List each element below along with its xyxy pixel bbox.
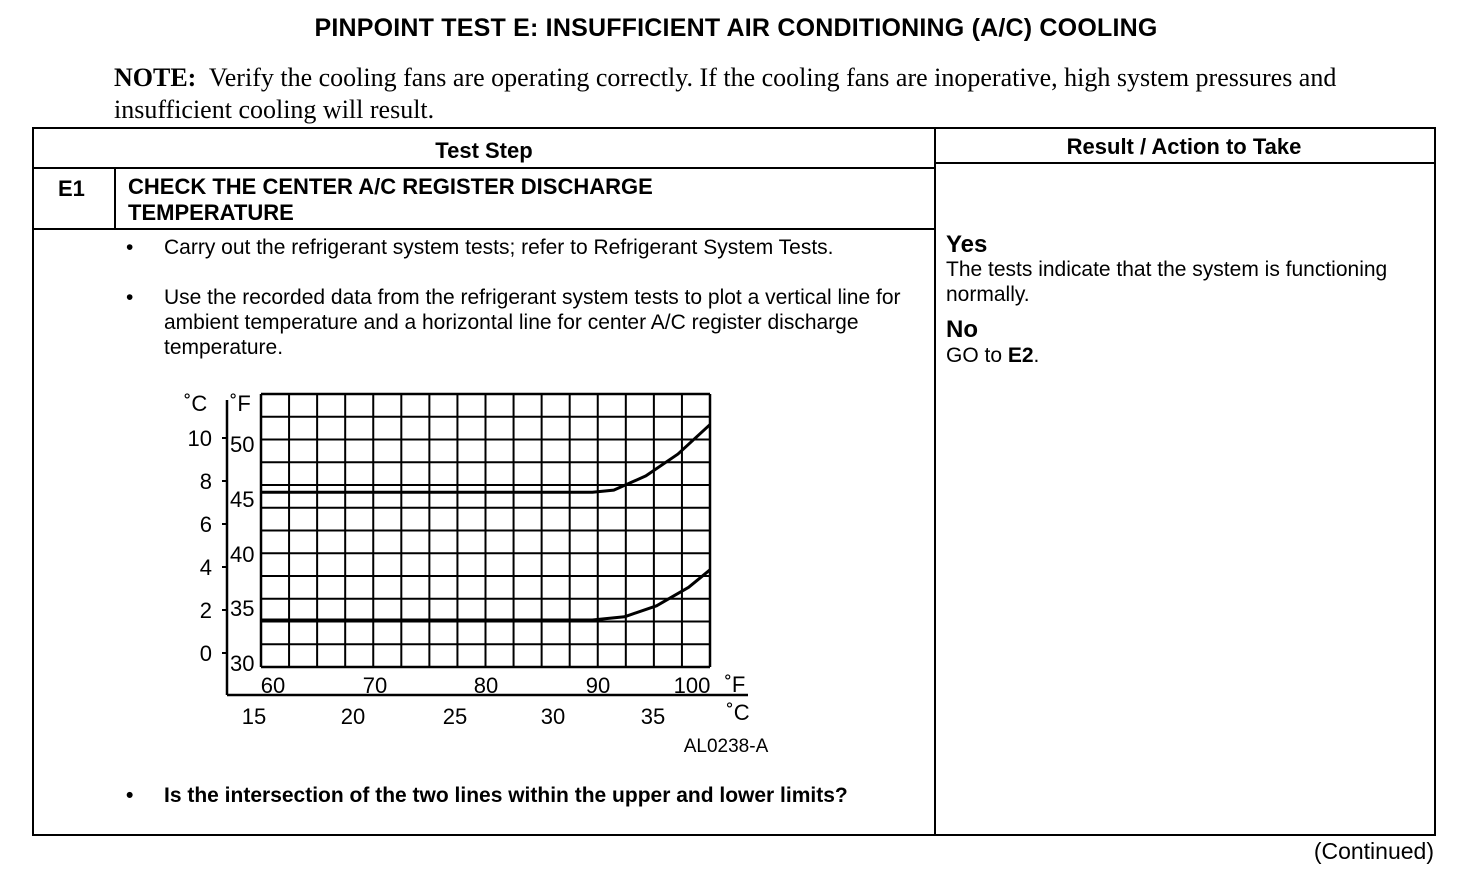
- x-tick-celsius: 35: [640, 704, 666, 729]
- bullet-dot: •: [126, 286, 134, 309]
- page-title: PINPOINT TEST E: INSUFFICIENT AIR CONDITIONING (A/C) COOLING: [314, 14, 1158, 42]
- figure-id: AL0238-A: [683, 736, 769, 757]
- y-tick-celsius: 10: [187, 426, 212, 451]
- header-divider-right: [934, 162, 1434, 164]
- chart-grid: [222, 394, 748, 695]
- x-tick-fahrenheit: 70: [362, 673, 388, 698]
- y-tick-celsius: 8: [199, 469, 212, 494]
- note-label: NOTE:: [114, 63, 197, 92]
- y-tick-celsius: 4: [199, 555, 212, 580]
- y-unit-celsius: ˚C: [184, 391, 208, 416]
- y-tick-fahrenheit: 30: [230, 651, 255, 676]
- x-unit-fahrenheit: ˚F: [724, 672, 746, 697]
- result-yes-text: The tests indicate that the system is functioning normally.: [946, 258, 1388, 306]
- header-test-step: Test Step: [435, 138, 533, 163]
- chart-labels: [184, 391, 769, 757]
- temperature-chart: [170, 382, 790, 762]
- x-tick-fahrenheit: 60: [260, 673, 286, 698]
- header-result-action: Result / Action to Take: [1066, 134, 1302, 159]
- x-tick-celsius: 15: [241, 704, 267, 729]
- result-no-label: No: [946, 316, 978, 343]
- question-text: Is the intersection of the two lines within the upper and lower limits?: [164, 784, 848, 807]
- step-id: E1: [58, 176, 85, 201]
- result-yes-label: Yes: [946, 231, 988, 258]
- bullet-text: Use the recorded data from the refrigerant system tests to plot a vertical line for ambient temperature and a horizontal line for center A/C register discharge temperature.: [164, 286, 901, 359]
- y-tick-celsius: 6: [199, 512, 212, 537]
- y-tick-celsius: 2: [199, 598, 212, 623]
- y-tick-fahrenheit: 45: [230, 487, 255, 512]
- continued-label: (Continued): [1313, 838, 1434, 864]
- x-tick-celsius: 30: [540, 704, 566, 729]
- bullet-text: Carry out the refrigerant system tests; refer to Refrigerant System Tests.: [164, 236, 834, 259]
- no-text-prefix: GO to: [946, 344, 1008, 367]
- y-tick-fahrenheit: 50: [230, 432, 255, 457]
- column-divider: [934, 129, 936, 834]
- x-tick-celsius: 20: [340, 704, 366, 729]
- x-unit-celsius: ˚C: [726, 700, 750, 725]
- x-tick-fahrenheit: 100: [673, 673, 711, 698]
- y-tick-fahrenheit: 35: [230, 596, 255, 621]
- step-title: CHECK THE CENTER A/C REGISTER DISCHARGE TEMPERATURE: [128, 174, 653, 225]
- x-tick-celsius: 25: [442, 704, 468, 729]
- step-header-divider: [34, 228, 934, 230]
- no-text-suffix: .: [1033, 344, 1040, 367]
- x-tick-fahrenheit: 80: [473, 673, 499, 698]
- y-unit-fahrenheit: ˚F: [230, 391, 251, 416]
- bullet-dot: •: [126, 236, 134, 259]
- result-no-text: [946, 343, 1406, 368]
- bullet-dot: •: [126, 784, 134, 807]
- no-text-target: E2: [1007, 344, 1034, 367]
- y-tick-fahrenheit: 40: [230, 542, 255, 567]
- y-tick-celsius: 0: [199, 641, 212, 666]
- note-text: Verify the cooling fans are operating correctly. If the cooling fans are inoperative, high system pressures and insufficient cooling will result.: [114, 63, 1337, 124]
- step-id-divider: [114, 167, 116, 229]
- x-tick-fahrenheit: 90: [585, 673, 611, 698]
- note-paragraph: [114, 62, 1364, 126]
- header-divider-left: [34, 167, 934, 169]
